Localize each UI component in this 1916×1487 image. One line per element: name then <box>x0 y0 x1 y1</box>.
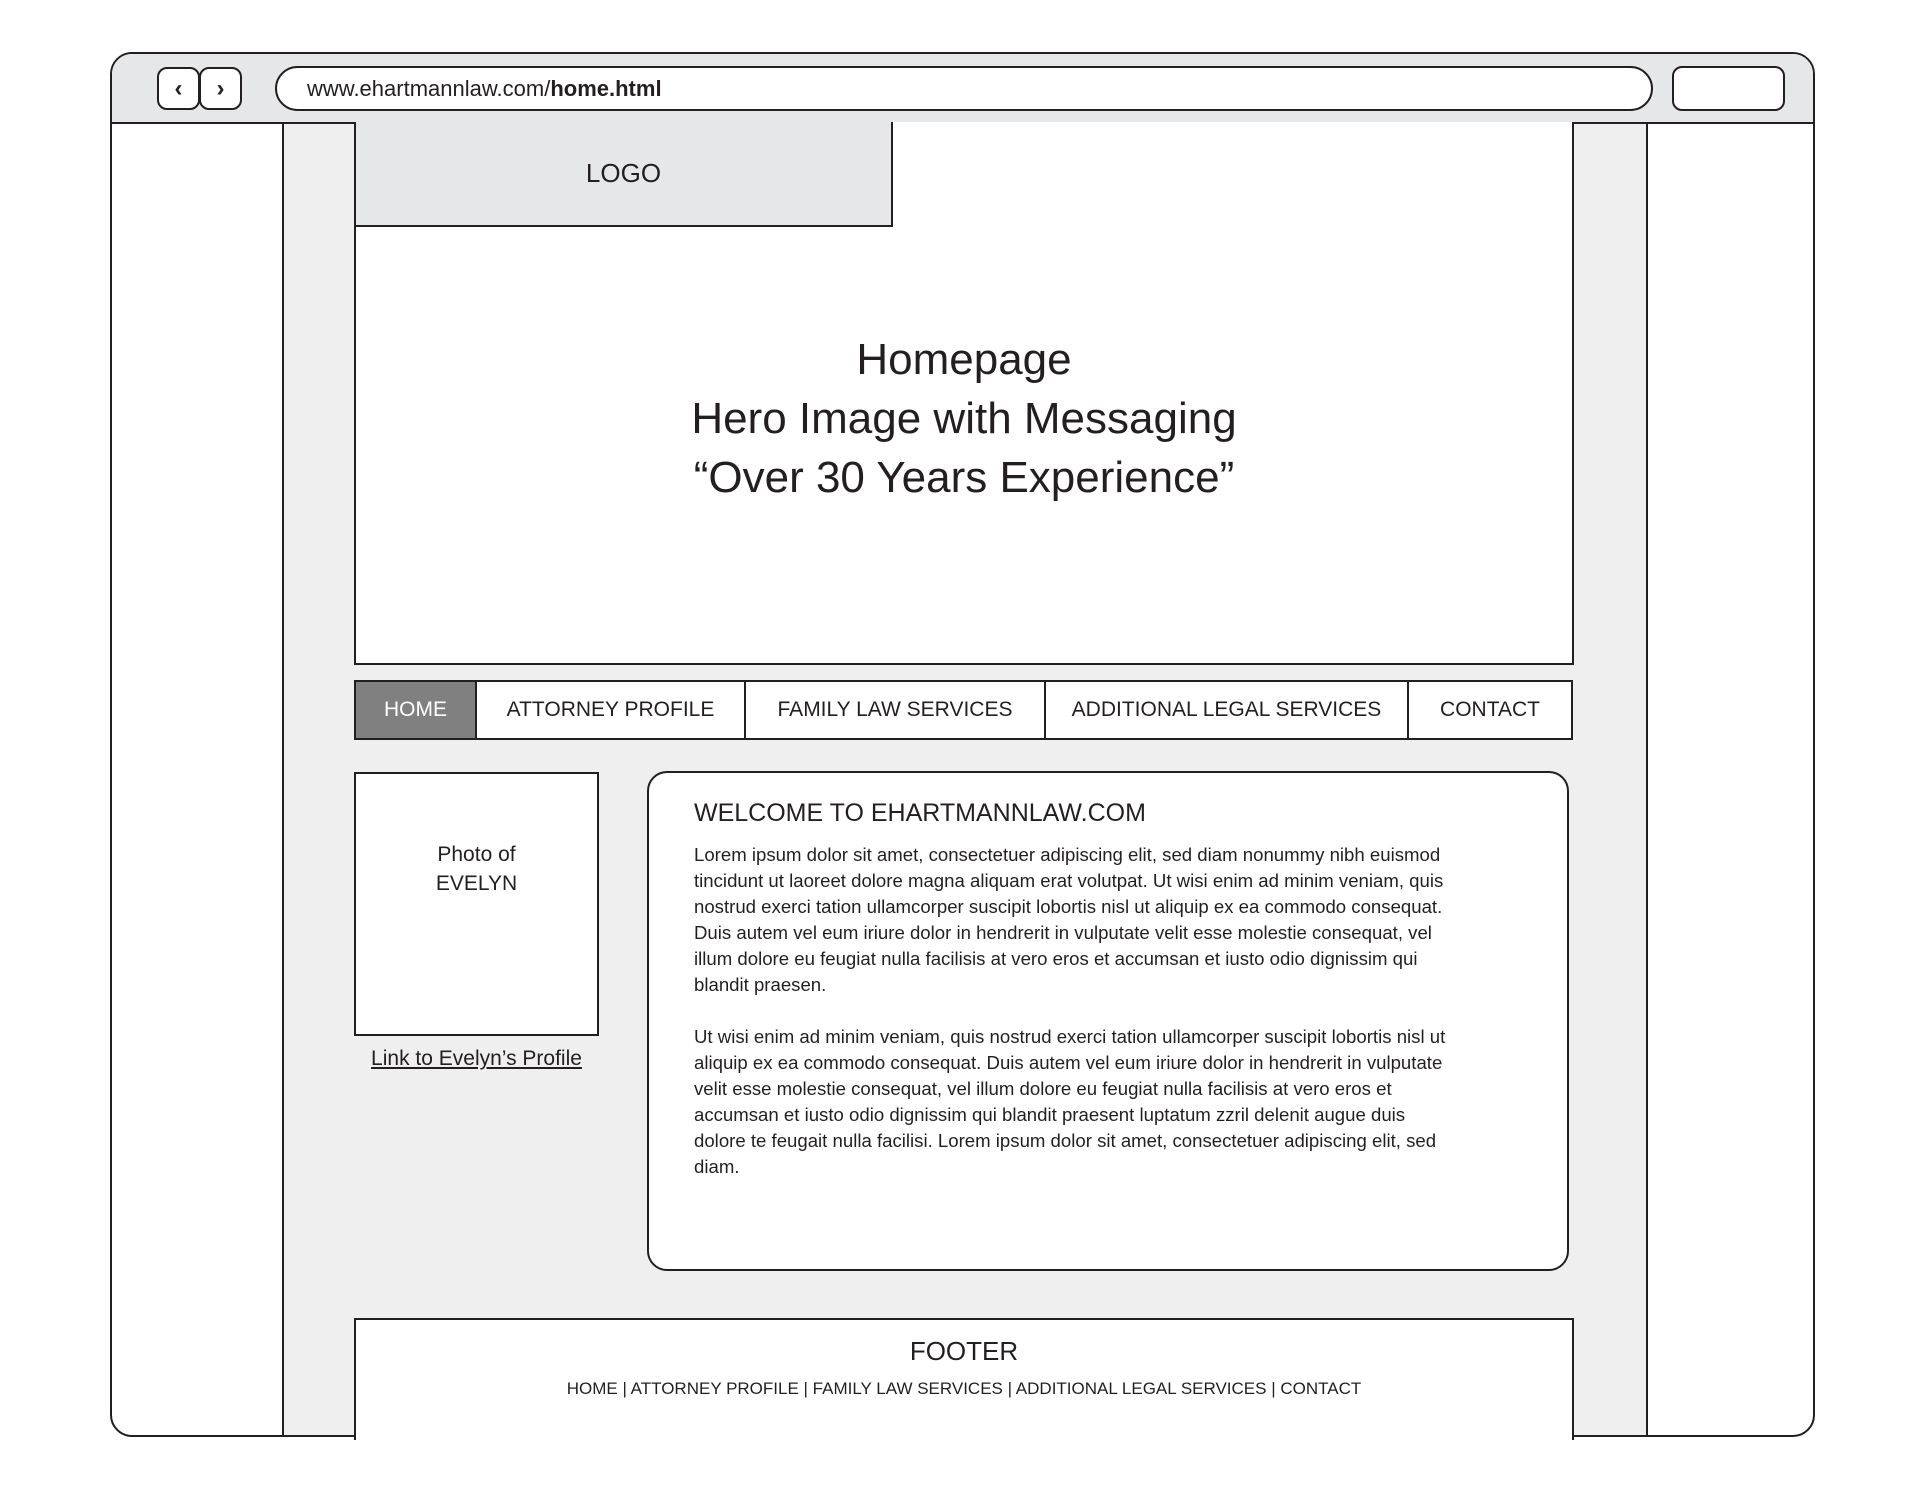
nav-attorney-profile[interactable]: ATTORNEY PROFILE <box>477 682 746 738</box>
main-nav <box>354 680 1573 740</box>
footer-links[interactable]: HOME | ATTORNEY PROFILE | FAMILY LAW SERVICES | ADDITIONAL LEGAL SERVICES | CONTACT <box>566 1379 1362 1398</box>
hero-line-1: Homepage <box>856 335 1072 384</box>
hero-message <box>354 330 1574 507</box>
nav-family-law-services[interactable]: FAMILY LAW SERVICES <box>746 682 1046 738</box>
attorney-photo <box>354 772 599 1036</box>
profile-link[interactable]: Link to Evelyn’s Profile <box>371 1047 582 1070</box>
hero-line-2: Hero Image with Messaging <box>691 394 1237 443</box>
chevron-right-icon: › <box>216 74 225 102</box>
url-page: home.html <box>550 75 662 101</box>
browser-toolbar <box>112 54 1813 124</box>
toolbar-button[interactable] <box>1672 66 1785 111</box>
welcome-paragraph-2: Ut wisi enim ad minim veniam, quis nostrud exerci tation ullamcorper suscipit lobortis nisl ut aliquip ex ea commodo consequat. Duis autem vel eum iriure dolor in hendrerit in vulputate velit esse molestie consequat, vel illum dolore eu feugiat nulla facilisis at vero eros et accumsan et iusto odio dignissim qui blandit praesent luptatum zzril delenit augue duis dolore te feugait nulla facilisi. Lorem ipsum dolor sit amet, consectetuer adipiscing elit, sed diam. <box>694 1026 1446 1177</box>
photo-caption-1: Photo of <box>437 843 516 866</box>
welcome-card <box>647 771 1569 1271</box>
footer <box>354 1318 1574 1440</box>
footer-title: FOOTER <box>909 1336 1019 1366</box>
address-bar[interactable] <box>275 66 1653 111</box>
forward-button[interactable] <box>199 67 242 110</box>
nav-contact[interactable]: CONTACT <box>1440 698 1540 721</box>
nav-additional-legal-services[interactable]: ADDITIONAL LEGAL SERVICES <box>1046 682 1409 738</box>
welcome-paragraph-1: Lorem ipsum dolor sit amet, consectetuer adipiscing elit, sed diam nonummy nibh euismod tincidunt ut laoreet dolore magna aliquam erat volutpat. Ut wisi enim ad minim veniam, quis nostrud exerci tation ullamcorper suscipit lobortis nisl ut aliquip ex ea commodo consequat. Duis autem vel eum iriure dolor in hendrerit in vulputate velit esse molestie consequat, vel illum dolore eu feugiat nulla facilisis at vero eros et accumsan et iusto odio dignissim qui blandit praesen. <box>694 844 1444 995</box>
logo[interactable]: LOGO <box>354 122 893 227</box>
url-domain: www.ehartmannlaw.com/ <box>307 75 551 101</box>
nav-home[interactable]: HOME <box>356 682 477 738</box>
welcome-heading: WELCOME TO EHARTMANNLAW.COM <box>694 799 1146 827</box>
hero-line-3: “Over 30 Years Experience” <box>693 453 1235 502</box>
photo-caption-2: EVELYN <box>435 872 518 895</box>
chevron-left-icon: ‹ <box>174 74 183 102</box>
back-button[interactable] <box>157 67 200 110</box>
